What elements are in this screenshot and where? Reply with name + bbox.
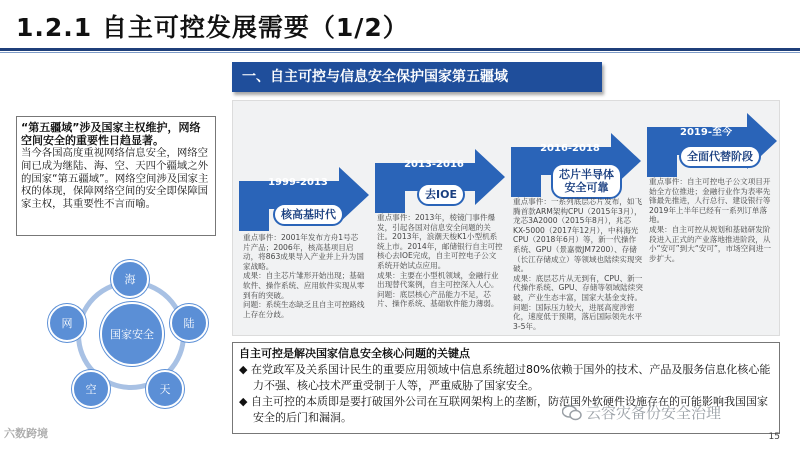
- national-security-diagram: [40, 260, 220, 420]
- stage-2-name: 去IOE: [417, 183, 465, 206]
- stage-4-years: 2019-至今: [680, 127, 732, 138]
- security-node-land: 陆: [170, 304, 208, 342]
- stage-3-description: 重点事件：一系列底层芯片发布，如飞腾首款ARM架构CPU（2015年3月），龙芯3A2000（2015年8月），兆芯KX-5000（2017年12月），中科海光CPU（2018年6月）等，新一代操作系统、GPU（景嘉微JM7200）、存储（长江存储成立）等领域也陆续实现突破。 成果：底层芯片从无到有，CPU、新一代操作系统、GPU、存储等领域陆续突破，产业生态丰富，国家大基金支持。 问题：国际压力较大，进展高度涉密化，速度低于预期，落后国际领先水平3-5年。: [513, 197, 643, 331]
- security-node-cyber: 网: [48, 304, 86, 342]
- fifth-domain-body: 当今各国高度重视网络信息安全，网络空间已成为继陆、海、空、天四个疆域之外的国家“第五疆域”。网络空间涉及国家主权的体现，保障网络空间的安全即保障国家主权，其重要性不言而喻。: [21, 147, 209, 211]
- title-rule: [0, 48, 800, 51]
- development-stages-panel: [232, 100, 780, 336]
- title-rule-secondary: [0, 52, 800, 53]
- key-point-bullet-1-text: 在党政军及关系国计民生的重要应用领域中信息系统超过80%依赖于国外的技术、产品及服务信息化核心能力不强、核心技术严重受制于人等，严重威胁了国家安全。: [250, 363, 771, 392]
- footer-logo: [4, 425, 48, 441]
- key-point-bullet-2: ◆ 自主可控的本质即是要打破国外公司在互联网架构上的垄断，防范国外软硬件设施存在的可能影响我国国家安全的后门和漏洞。: [239, 395, 768, 424]
- security-node-sea: 海: [111, 260, 149, 298]
- stage-3-name: 芯片半导体 安全可靠: [551, 163, 622, 199]
- fifth-domain-textbox: [16, 116, 216, 236]
- stage-2-years: 2013-2016: [404, 159, 464, 170]
- key-point-bullet-2-text: 自主可控的本质即是要打破国外公司在互联网架构上的垄断，防范国外软硬件设施存在的可能影响我国国家安全的后门和漏洞。: [250, 395, 768, 424]
- key-point-bullet-1: ◆ 在党政军及关系国计民生的重要应用领域中信息系统超过80%依赖于国外的技术、产品及服务信息化核心能力不强、核心技术严重受制于人等，严重威胁了国家安全。: [239, 363, 771, 392]
- stage-1-years: 1999-2013: [268, 177, 328, 188]
- stage-4-name: 全面代替阶段: [679, 145, 761, 168]
- stage-2-description: 重点事件：2013年，棱镜门事件爆发，引起各国对信息安全问题的关注。2013年，浪潮天梭K1小型机系统上市。2014年，邮储银行自主可控核心去IOE完成，自主可控电子公文系统开始试点应用。 成果：主要在小型机领域，金融行业出现替代案例，自主可控深入人心。 问题：底层核心产品能力不足，芯片、操作系统、基础软件能力薄弱。: [377, 213, 503, 309]
- key-point-heading: 自主可控是解决国家信息安全核心问题的关键点: [239, 347, 470, 360]
- security-node-sky: 天: [146, 370, 184, 408]
- section-banner: 一、自主可控与信息安全保护国家第五疆域: [232, 62, 602, 92]
- page-title: 1.2.1 自主可控发展需要（1/2）: [16, 13, 409, 42]
- wechat-icon: [562, 405, 582, 421]
- stage-4-description: 重点事件：自主可控电子公文项目开始全方位推进；金融行业作为表率先锋最先推进，人行总行、建设银行等2019年上半年已经有一系列订单落地。 成果：自主可控从规划和基础研发阶段进入正式的产业落地推进阶段，从小“安可”到大“安可”，市场空间进一步扩大。: [649, 177, 772, 263]
- stage-1-description: 重点事件：2001年发布方舟1号芯片产品；2006年，核高基项目启动，将863成果导入产业并上升为国家战略。 成果：自主芯片雏形开始出现；基础软件、操作系统、应用软件实现从零到有的突破。 问题：系统生态缺乏且自主可控路线上存在分歧。: [243, 233, 365, 319]
- fifth-domain-lead: “第五疆域”涉及国家主权维护，网络空间安全的重要性日趋显著。: [21, 121, 201, 147]
- stage-1-name: 核高基时代: [273, 203, 344, 226]
- security-node-air: 空: [72, 370, 110, 408]
- wechat-watermark: [562, 402, 721, 423]
- stage-3-years: 2016-2018: [540, 143, 600, 154]
- wechat-watermark-text: 云容灾备份安全治理: [586, 404, 722, 422]
- security-center-node: 国家安全: [100, 302, 164, 366]
- page-number: 15: [768, 432, 780, 442]
- footer-logo-text: 六数跨境: [4, 427, 48, 440]
